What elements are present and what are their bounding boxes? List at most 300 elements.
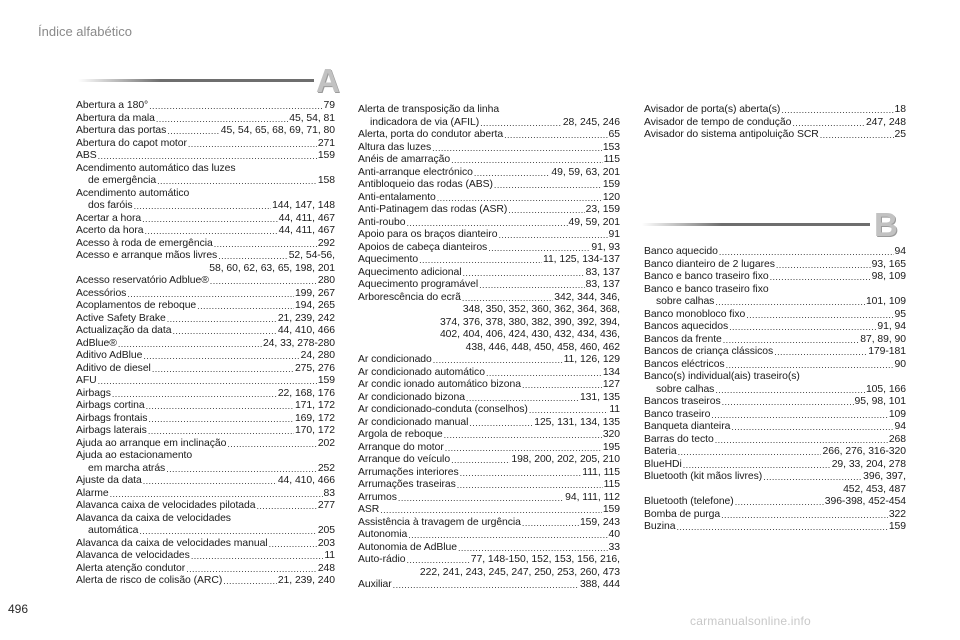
index-page-refs: 94 [894,421,906,432]
index-term: Alavanca de velocidades [76,550,190,561]
dot-leader [406,217,567,230]
index-entry [644,496,906,509]
index-entry [76,400,335,413]
dot-leader [781,104,893,117]
index-term: Aquecimento [358,254,419,265]
index-page-refs: 322 [888,508,906,520]
index-entry [358,367,620,380]
index-entry [644,104,906,117]
index-term: Actualização da data [76,325,172,336]
index-entry [76,288,335,301]
index-term: Alavanca da caixa de velocidades manual [76,537,268,549]
index-page-refs: 159 [602,179,620,190]
index-term: Banco dianteiro de 2 lugares [644,258,775,270]
index-entry [644,246,906,259]
dot-leader [504,129,607,142]
index-term: Anti-roubo [358,216,406,228]
index-term: AdBlue® [76,337,117,349]
index-entry [644,334,906,347]
dot-leader [721,509,888,522]
index-term: Acesso à roda de emergência [76,237,213,249]
index-subentry [358,117,620,130]
index-term: Anti-Patinagem das rodas (ASR) [358,204,508,215]
index-page-refs: 111, 115 [582,466,620,478]
dot-leader [494,179,602,192]
dot-leader [148,425,294,438]
index-entry [358,154,620,167]
index-term: Anti-arranque electrónico [358,166,473,178]
dot-leader [167,313,277,326]
index-term-heading: Banco e banco traseiro fixo [644,283,769,295]
index-term-heading: Acendimento automático das luzes [76,162,236,174]
index-page-refs: 11, 126, 129 [563,354,620,365]
index-page-refs: 94 [894,246,906,257]
index-page-refs: 95 [894,308,906,320]
index-entry [358,267,620,280]
index-term: Bancos aquecidos [644,321,729,332]
index-term: Barras do tecto [644,433,714,445]
dot-leader [774,346,867,359]
index-term: Bancos traseiros [644,396,721,407]
index-entry [358,554,620,567]
index-page-refs: 44, 410, 466 [277,325,335,336]
index-page-refs: 83, 137 [585,266,620,278]
index-entry [76,150,335,163]
index-entry [358,142,620,155]
index-term: ABS [76,150,97,161]
index-entry [358,492,620,505]
index-entry [644,117,906,130]
index-entry [76,375,335,388]
index-entry [76,138,335,151]
index-term: Abertura das portas [76,125,167,136]
section-heading-a [78,64,360,98]
dot-leader [186,563,317,576]
index-term: Abertura a 180° [76,100,149,111]
index-page-refs: 83 [323,487,335,499]
index-term: Active Safety Brake [76,312,166,324]
dot-leader [508,204,584,217]
index-entry [358,229,620,242]
index-term: Ar condic ionado automático bizona [358,379,521,390]
index-subterm: sobre calhas [656,383,715,395]
index-page-refs: 29, 33, 204, 278 [831,458,906,470]
index-page-refs: 120 [602,191,620,203]
index-term: Antibloqueio das rodas (ABS) [358,179,493,190]
index-subterm: dos faróis [88,200,133,211]
index-page-refs: 171, 172 [294,400,335,411]
index-term: Ar condicionado bizona [358,391,465,403]
index-page-refs: 169, 172 [294,412,335,424]
index-entry [644,129,906,142]
section-letter-b: B [874,206,898,243]
dot-leader [676,521,887,534]
dot-leader [729,321,876,334]
dot-leader [776,259,871,272]
index-page-refs: 44, 410, 466 [277,475,335,486]
index-page-refs: 109 [888,408,906,420]
dot-leader [529,404,609,417]
index-page-refs: 266, 276, 316-320 [822,446,906,457]
index-term: Ar condicionado [358,354,432,365]
index-term: Bancos eléctricos [644,358,725,370]
index-page-refs: 52, 54-56, [288,250,335,261]
page-number: 496 [8,602,29,616]
index-term: Alerta atenção condutor [76,562,186,574]
index-term: Alavanca caixa de velocidades pilotada [76,500,256,511]
index-page-refs: 271 [317,137,335,149]
dot-leader [437,192,602,205]
index-page-refs: 131, 135 [579,391,620,403]
index-page-refs: 396-398, 452-454 [824,496,906,507]
index-subterm: sobre calhas [656,296,715,307]
section-heading-bar [78,79,314,82]
index-term: Auto-rádio [358,554,406,565]
index-term: Bomba de purga [644,508,721,520]
dot-leader [127,288,294,301]
dot-leader [770,271,871,284]
index-entry [76,500,335,513]
index-page-refs-continued: 222, 241, 243, 245, 247, 250, 253, 260, 473 [419,566,620,578]
index-entry [358,442,620,455]
dot-leader [134,200,272,213]
index-entry [358,254,620,267]
index-page-refs: 24, 33, 278-280 [262,337,335,349]
index-entry [644,346,906,359]
dot-leader [98,375,317,388]
index-entry [358,179,620,192]
index-subentry [644,384,906,397]
index-entry [358,504,620,517]
index-entry [358,204,620,217]
index-term: Bluetooth (telefone) [644,496,734,507]
index-entry [358,404,620,417]
index-page-refs-continued: 58, 60, 62, 63, 65, 198, 201 [209,262,335,274]
index-entry [76,100,335,113]
index-term-heading: Alavanca da caixa de velocidades [76,512,231,524]
dot-leader [143,475,277,488]
index-page-refs: 195 [602,441,620,453]
dot-leader [256,500,316,513]
index-page-refs: 24, 280 [300,350,335,361]
dot-leader [457,479,603,492]
dot-leader [210,275,317,288]
dot-leader [118,338,262,351]
index-page-refs: 83, 137 [585,279,620,290]
index-page-refs: 194, 265 [294,300,335,311]
index-subentry [76,175,335,188]
index-term: Banqueta dianteira [644,421,731,432]
index-term: Airbags cortina [76,400,145,411]
index-term: Avisador de tempo de condução [644,116,792,128]
index-term: Avisador de porta(s) aberta(s) [644,104,781,115]
index-term: Alarme [76,487,109,499]
index-page-refs: 11 [324,550,335,561]
index-entry [76,350,335,363]
index-entry [76,300,335,313]
index-subterm: de emergência [88,175,157,186]
dot-leader [152,363,294,376]
index-column-3b [644,246,906,534]
dot-leader [715,384,865,397]
dot-leader [498,229,607,242]
index-page-refs: 77, 148-150, 152, 153, 156, 216, [470,554,620,565]
dot-leader [469,417,533,430]
index-subentry [76,463,335,476]
index-entry [358,292,620,305]
index-entry [358,279,620,292]
dot-leader [463,267,585,280]
index-term-heading: Banco(s) individual(ais) traseiro(s) [644,371,800,382]
index-term: Acessórios [76,287,127,299]
index-page-refs: 101, 109 [865,296,906,307]
dot-leader [143,350,299,363]
dot-leader [149,100,322,113]
index-term: Alerta, porta do condutor aberta [358,129,504,140]
index-term: Arranque do veículo [358,454,451,465]
index-term: Apoio para os braços dianteiro [358,229,498,240]
dot-leader [406,554,469,567]
dot-leader [746,309,893,322]
index-term-heading: Acendimento automático [76,187,190,199]
index-page-refs: 205 [317,525,335,536]
index-entry [358,354,620,367]
index-page-refs: 44, 411, 467 [278,212,335,224]
dot-leader [398,492,564,505]
index-page-refs: 91 [608,229,620,240]
index-entry [358,379,620,392]
index-term: Aditivo de diesel [76,362,151,374]
index-page-refs: 21, 239, 240 [277,575,335,586]
dot-leader [433,354,563,367]
index-entry [358,467,620,480]
index-entry [644,459,906,472]
index-page-refs: 292 [317,237,335,249]
index-entry [644,509,906,522]
dot-leader [110,488,323,501]
index-term: Ar condicionado automático [358,366,485,378]
dot-leader [269,538,317,551]
dot-leader [522,379,602,392]
index-term: ASR [358,504,380,515]
index-entry [644,309,906,322]
index-page-refs-continued: 452, 453, 487 [843,483,906,495]
index-page-refs: 159 [317,150,335,161]
index-entry [358,517,620,530]
index-entry [76,575,335,588]
index-term-heading: Ajuda ao estacionamento [76,450,193,461]
index-term: Ar condicionado manual [358,416,469,428]
index-term: Alerta de risco de colisão (ARC) [76,575,223,586]
index-subterm: em marcha atrás [88,462,166,474]
dot-leader [711,409,888,422]
dot-leader [451,454,510,467]
index-page-refs: 159 [602,504,620,515]
index-page-refs: 396, 397, [863,471,906,482]
index-entry [358,392,620,405]
dot-leader [393,579,579,592]
index-page-refs: 252 [317,462,335,474]
index-term: Acerto da hora [76,225,144,236]
index-entry [644,421,906,434]
index-page-refs: 40 [608,529,620,540]
index-term: Aditivo AdBlue [76,350,143,361]
index-term: Arrumos [358,491,397,503]
index-term: Anéis de amarração [358,154,451,165]
index-page-refs: 203 [317,537,335,549]
index-term: Banco monobloco fixo [644,308,746,320]
index-page-refs: 202 [317,437,335,449]
dot-leader [432,142,602,155]
index-page-refs: 87, 89, 90 [860,333,906,345]
dot-leader [214,238,317,251]
index-page-refs: 115 [603,479,620,490]
index-entry [76,438,335,451]
dot-leader [218,250,288,263]
dot-leader [480,117,562,130]
index-page-refs: 98, 109 [871,271,906,282]
dot-leader [723,334,860,347]
index-entry [644,434,906,447]
index-entry [76,125,335,138]
index-term: Abertura do capot motor [76,137,187,149]
index-term: Bancos da frente [644,333,722,345]
index-page-refs: 33 [608,541,620,553]
section-heading-b [642,208,912,242]
dot-leader [380,504,602,517]
index-page-refs: 23, 159 [585,204,620,215]
index-page-refs: 11, 125, 134-137 [542,254,620,265]
index-page-refs: 144, 147, 148 [272,200,335,211]
index-page-refs: 280 [317,275,335,286]
index-subentry [644,296,906,309]
index-entry [76,250,335,263]
index-column-2 [358,104,620,592]
dot-leader [172,325,276,338]
index-page-refs: 22, 168, 176 [277,387,335,399]
index-term: Ar condicionado-conduta (conselhos) [358,404,528,415]
dot-leader [408,529,607,542]
index-column-1 [76,100,335,588]
dot-leader [763,471,862,484]
index-page-refs: 95, 98, 101 [854,396,906,407]
dot-leader [460,467,582,480]
index-entry [644,321,906,334]
dot-leader [112,388,277,401]
index-page-refs: 277 [317,500,335,511]
index-entry [76,325,335,338]
index-page-refs: 91, 94 [877,321,906,332]
index-page-refs-continued: 402, 404, 406, 424, 430, 432, 434, 436, [439,329,620,340]
index-entry [644,446,906,459]
index-term: Argola de reboque [358,429,443,440]
index-page-refs: 94, 111, 112 [565,491,620,503]
index-page-refs: 159, 243 [579,516,620,528]
index-entry [358,542,620,555]
dot-leader [466,392,579,405]
page-header-title: Índice alfabético [38,24,132,39]
dot-leader [479,279,585,292]
index-subterm: indicadora de via (AFIL) [370,116,480,128]
index-entry [358,129,620,142]
index-page-refs: 11 [609,404,620,415]
index-entry [76,388,335,401]
index-page-refs: 25 [894,129,906,140]
index-term: Assistência à travagem de urgência [358,516,521,528]
index-page-refs: 93, 165 [871,258,906,270]
index-page-refs: 153 [602,141,620,153]
index-page-refs: 248 [317,562,335,574]
index-term: Arrumações traseiras [358,479,456,490]
watermark: carmanualsonline.info [690,614,811,628]
dot-leader [474,167,551,180]
index-page-refs: 198, 200, 202, 205, 210 [511,454,620,465]
dot-leader [444,429,602,442]
dot-leader [726,359,894,372]
dot-leader [223,575,277,588]
dot-leader [488,242,590,255]
dot-leader [157,175,317,188]
dot-leader [792,117,865,130]
dot-leader [715,434,888,447]
dot-leader [683,459,831,472]
index-page-refs: 268 [888,433,906,445]
index-term: Acesso reservatório Adblue® [76,275,209,286]
index-term: Anti-entalamento [358,191,436,203]
index-entry [358,529,620,542]
index-entry [358,417,620,430]
index-term: Airbags [76,387,111,399]
index-term: Banco traseiro [644,408,711,420]
index-page-refs: 199, 267 [294,287,335,299]
index-entry [358,242,620,255]
dot-leader [486,367,602,380]
index-page-refs: 247, 248 [865,116,906,128]
index-term: Apoios de cabeça dianteiros [358,241,488,253]
section-letter-a: A [316,62,340,99]
index-term: Bluetooth (kit mãos livres) [644,471,763,482]
index-term: Airbags laterais [76,425,147,436]
index-page-refs-continued: 438, 446, 448, 450, 458, 460, 462 [465,341,620,353]
index-entry [358,454,620,467]
index-term: Arranque do motor [358,441,444,453]
index-entry [76,225,335,238]
index-term: Bancos de criança clássicos [644,346,774,357]
index-page-refs: 105, 166 [865,383,906,395]
index-term: Ajuda ao arranque em inclinação [76,437,227,449]
dot-leader [148,413,294,426]
index-entry [358,217,620,230]
index-page-refs: 49, 59, 63, 201 [551,166,620,178]
index-page-refs: 65 [608,129,620,140]
index-entry [76,363,335,376]
index-term: Airbags frontais [76,412,148,424]
index-entry [76,213,335,226]
dot-leader [678,446,822,459]
index-term: Auxiliar [358,579,392,590]
index-page-refs: 275, 276 [294,362,335,374]
index-term: Acertar a hora [76,212,142,224]
index-term: Ajuste da data [76,475,142,486]
index-page-refs: 125, 131, 134, 135 [534,416,620,428]
index-page-refs: 159 [317,375,335,386]
index-term: Abertura da mala [76,112,155,124]
index-entry [76,563,335,576]
dot-leader [156,113,288,126]
index-page-refs-continued: 348, 350, 352, 360, 362, 364, 368, [462,304,620,315]
dot-leader [188,138,317,151]
index-entry [76,538,335,551]
